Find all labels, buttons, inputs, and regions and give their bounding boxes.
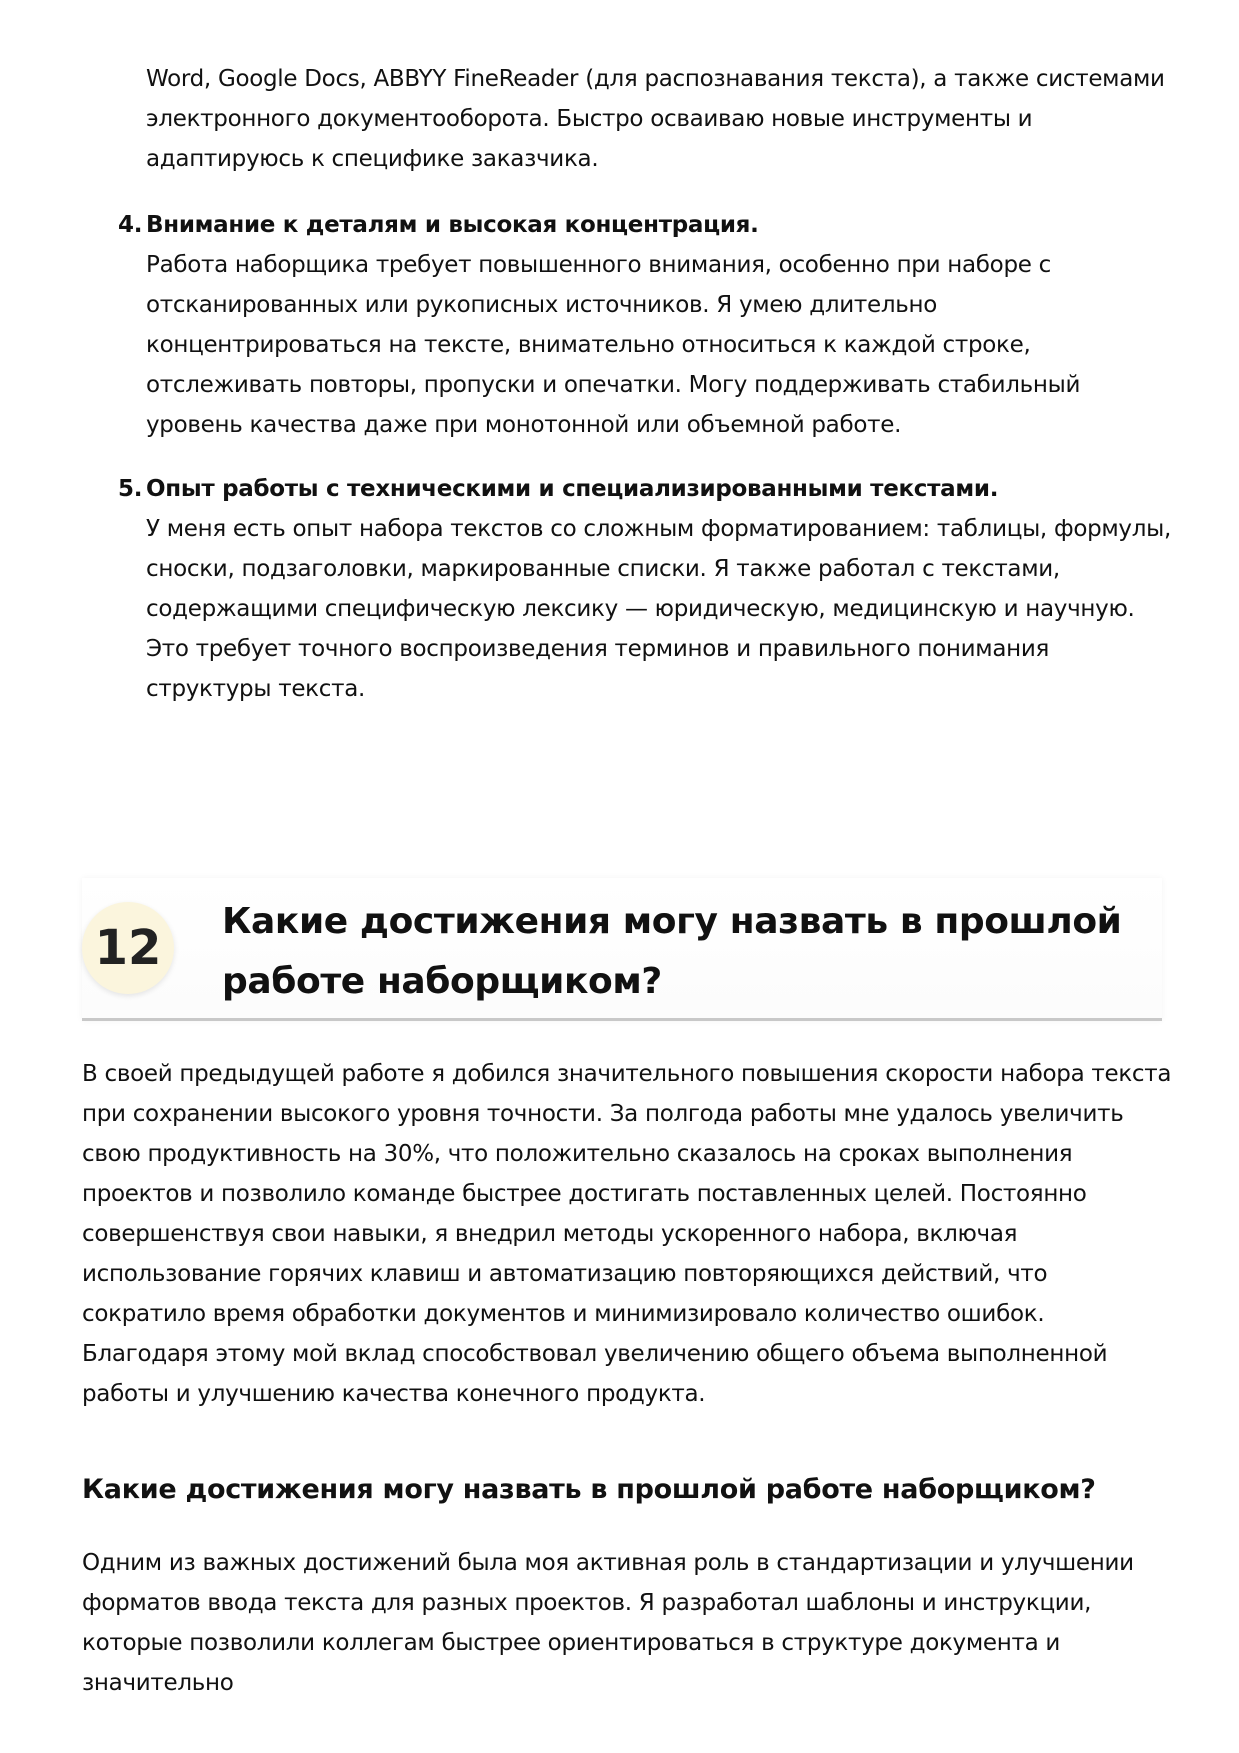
section-header	[82, 878, 1162, 1021]
list-item-title: Опыт работы с техническими и специализированными текстами.	[146, 476, 999, 502]
list-item-3-continuation: Word, Google Docs, ABBYY FineReader (для распознавания текста), а также системами электронного документооборота. Быстро осваиваю новые инструменты и адаптируюсь к специфике заказчика.	[146, 66, 1165, 172]
list-item-number: 5.	[118, 476, 143, 502]
list-item	[118, 205, 1176, 445]
list-item	[118, 469, 1176, 709]
list-item-title: Внимание к деталям и высокая концентрация.	[146, 212, 759, 238]
section-subheading: Какие достижения могу назвать в прошлой работе наборщиком?	[82, 1474, 1096, 1505]
section-paragraph-2: Одним из важных достижений была моя активная роль в стандартизации и улучшении форматов ввода текста для разных проектов. Я разработал шаблоны и инструкции, которые позволили коллегам быстрее ориентироваться в структуре документа и значительно	[82, 1550, 1134, 1696]
list-item-body: У меня есть опыт набора текстов со сложным форматированием: таблицы, формулы, сноски, подзаголовки, маркированные списки. Я также работал с текстами, содержащими специфическую лексику — юридическую, медицинскую и научную. Это требует точного воспроизведения терминов и правильного понимания структуры текста.	[146, 516, 1172, 702]
section-number-badge: 12	[82, 902, 174, 994]
list-item-number: 4.	[118, 212, 143, 238]
list-item-body: Работа наборщика требует повышенного внимания, особенно при наборе с отсканированных или рукописных источников. Я умею длительно концентрироваться на тексте, внимательно относиться к каждой строке, отслеживать повторы, пропуски и опечатки. Могу поддерживать стабильный уровень качества даже при монотонной или объемной работе.	[146, 252, 1081, 438]
section-paragraph: В своей предыдущей работе я добился значительного повышения скорости набора текста при сохранении высокого уровня точности. За полгода работы мне удалось увеличить свою продуктивность на 30%, что положительно сказалось на сроках выполнения проектов и позволило команде быстрее достигать поставленных целей. Постоянно совершенствуя свои навыки, я внедрил методы ускоренного набора, включая использование горячих клавиш и автоматизацию повторяющихся действий, что сократило время обработки документов и минимизировало количество ошибок. Благодаря этому мой вклад способствовал увеличению общего объема выполненной работы и улучшению качества конечного продукта.	[82, 1061, 1172, 1407]
section-title: Какие достижения могу назвать в прошлой работе наборщиком?	[222, 901, 1122, 1002]
